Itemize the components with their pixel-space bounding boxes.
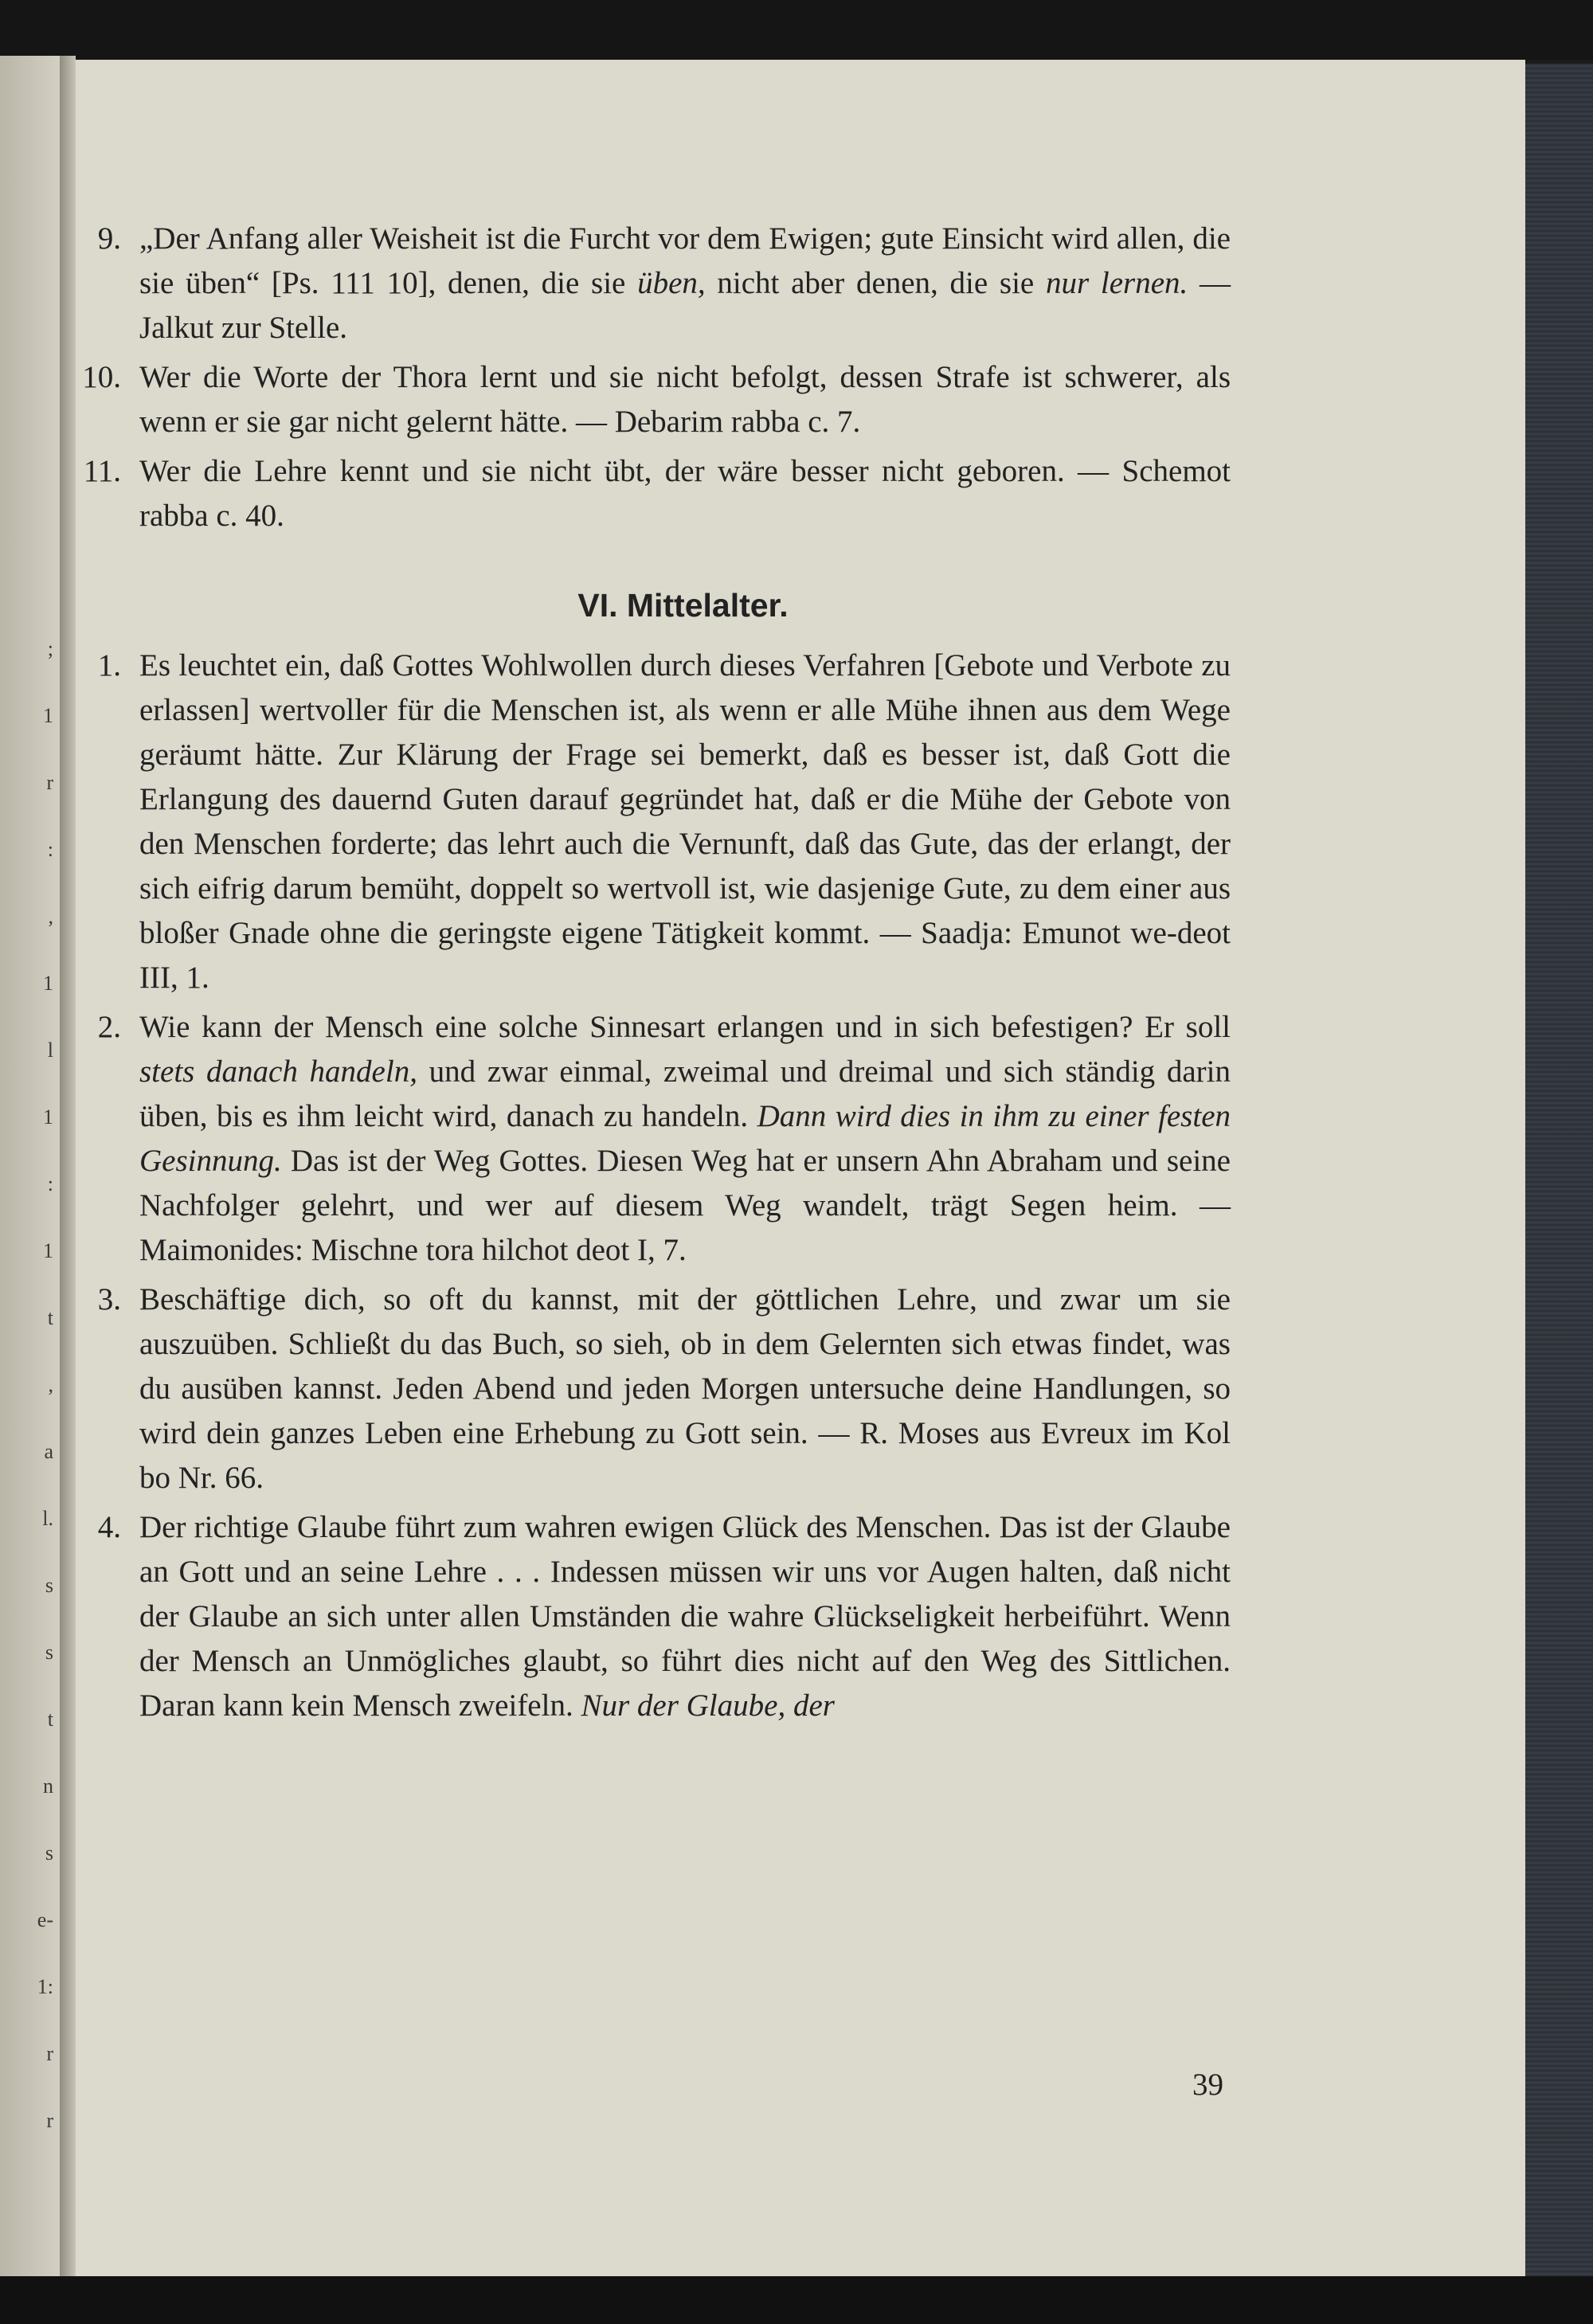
list-item <box>97 1505 1231 1728</box>
facing-page-edge <box>0 56 60 2278</box>
item-text: Wer die Lehre kennt und sie nicht übt, der wäre besser nicht geboren. — Schemot rabba c. 40. <box>139 454 1231 533</box>
page-number: 39 <box>1192 2068 1223 2102</box>
item-text: Beschäftige dich, so oft du kannst, mit der göttlichen Lehre, und zwar um sie auszuüben. Schließt du das Buch, so sieh, ob in dem Gelernten sich etwas findet, was du ausüben kannst. Jeden Abend und jeden Morgen untersuche deine Handlungen, so wird dein ganzes Leben eine Erhebung zu Gott sein. — R. Moses aus Evreux im Kol bo Nr. 66. <box>139 1282 1231 1495</box>
facing-page-fragment: : <box>47 838 53 861</box>
continued-items <box>82 217 1231 538</box>
item-text: Das ist der Weg Gottes. Diesen Weg hat er unsern Ahn Abraham und seine Nachfolger gelehrt, und wer auf diesem Weg wandelt, trägt Segen heim. — Maimonides: Mischne tora hilchot deot I, 7. <box>139 1144 1231 1267</box>
item-text-italic: Dann wird dies in ihm zu einer festen Gesinnung. <box>139 1099 1231 1178</box>
list-item <box>97 1005 1231 1273</box>
facing-page-fragment: r <box>46 2109 53 2132</box>
facing-page-fragment: s <box>45 1841 53 1864</box>
facing-page-fragment: l. <box>42 1507 53 1530</box>
item-text: Der richtige Glaube führt zum wahren ewigen Glück des Menschen. Das ist der Glaube an Gott und an seine Lehre . . . Indessen müssen wir uns vor Augen halten, daß nicht der Glaube an sich unter allen Umständen die wahre Glückseligkeit herbeiführt. Wenn der Mensch an Unmögliches glaubt, so führt dies nicht auf den Weg des Sittlichen. Daran kann kein Mensch zweifeln. <box>139 1510 1231 1723</box>
facing-page-fragment: 1 <box>43 972 53 995</box>
facing-page-fragment: t <box>47 1708 53 1731</box>
item-text: Es leuchtet ein, daß Gottes Wohlwollen durch dieses Verfahren [Gebote und Verbote zu erlassen] wertvoller für die Menschen ist, als wenn er alle Mühe ihnen aus dem Wege geräumt hätte. Zur Klärung der Frage sei bemerkt, daß es besser ist, daß Gott die Erlangung des dauernd Guten darauf gegründet hat, daß er die Mühe der Gebote von den Menschen forderte; das lehrt auch die Vernunft, daß das Gute, das der erlangt, der sich eifrig darum bemüht, doppelt so wertvoll ist, wie dasjenige Gute, zu dem einer aus bloßer Gnade ohne die geringste eigene Tätigkeit kommt. — Saadja: Emunot we-deot III, 1. <box>139 648 1231 995</box>
page-text <box>82 217 1231 1733</box>
facing-page-fragment: s <box>45 1574 53 1597</box>
scan-background-top <box>0 0 1593 60</box>
book-cover-spine <box>1525 64 1593 2286</box>
facing-page-fragment: : <box>47 1172 53 1195</box>
section-heading: VI. Mittelalter. <box>577 587 789 624</box>
facing-page-fragment: ; <box>47 637 53 660</box>
item-number: 10. <box>82 360 121 394</box>
facing-page-fragment: , <box>48 1373 53 1396</box>
facing-page-fragment: 1 <box>43 704 53 727</box>
item-text: — Jalkut zur Stelle. <box>139 266 1231 345</box>
item-number: 2. <box>97 1010 121 1044</box>
facing-page-fragment: 1: <box>37 1975 53 1998</box>
facing-page-fragment: a <box>44 1440 53 1463</box>
list-item <box>82 355 1231 444</box>
facing-page-fragment: 1 <box>43 1239 53 1262</box>
facing-page-fragment: s <box>45 1641 53 1664</box>
list-item <box>97 217 1231 350</box>
facing-page-fragment: r <box>46 2042 53 2065</box>
item-number: 1. <box>97 648 121 683</box>
item-text-italic: stets danach handeln, <box>139 1054 417 1089</box>
facing-page-fragment: r <box>46 771 53 794</box>
book-gutter <box>60 56 76 2278</box>
item-text-italic: nur lernen. <box>1045 266 1188 300</box>
facing-page-fragment: e- <box>37 1908 53 1931</box>
scan-background-bottom <box>0 2276 1593 2324</box>
item-number: 3. <box>97 1282 121 1317</box>
facing-page-fragment: n <box>43 1774 53 1798</box>
facing-page-fragment: l <box>47 1039 53 1062</box>
item-number: 4. <box>97 1510 121 1544</box>
item-text-italic: Nur der Glaube, der <box>581 1688 835 1723</box>
item-text: Wer die Worte der Thora lernt und sie nicht befolgt, dessen Strafe ist schwerer, als wenn er sie gar nicht gelernt hätte. — Debarim rabba c. 7. <box>139 360 1231 439</box>
item-text-italic: üben, <box>637 266 706 300</box>
item-text: Wie kann der Mensch eine solche Sinnesart erlangen und in sich befestigen? Er soll <box>139 1010 1231 1044</box>
facing-page-fragment: t <box>47 1306 53 1329</box>
list-item <box>97 644 1231 1000</box>
item-number: 9. <box>97 221 121 256</box>
facing-page-fragment: 1 <box>43 1105 53 1129</box>
list-item <box>83 449 1231 538</box>
item-number: 11. <box>83 454 121 488</box>
item-text: und zwar einmal, zweimal und dreimal und sich ständig darin üben, bis es ihm leicht wird, danach zu handeln. <box>139 1054 1231 1133</box>
section-items <box>97 644 1231 1728</box>
list-item <box>97 1277 1231 1500</box>
item-text: nicht aber denen, die sie <box>705 266 1046 300</box>
item-text: „Der Anfang aller Weisheit ist die Furcht vor dem Ewigen; gute Einsicht wird allen, die sie üben“ [Ps. 111 10], denen, die sie <box>139 221 1231 300</box>
facing-page-fragment: , <box>48 905 53 928</box>
